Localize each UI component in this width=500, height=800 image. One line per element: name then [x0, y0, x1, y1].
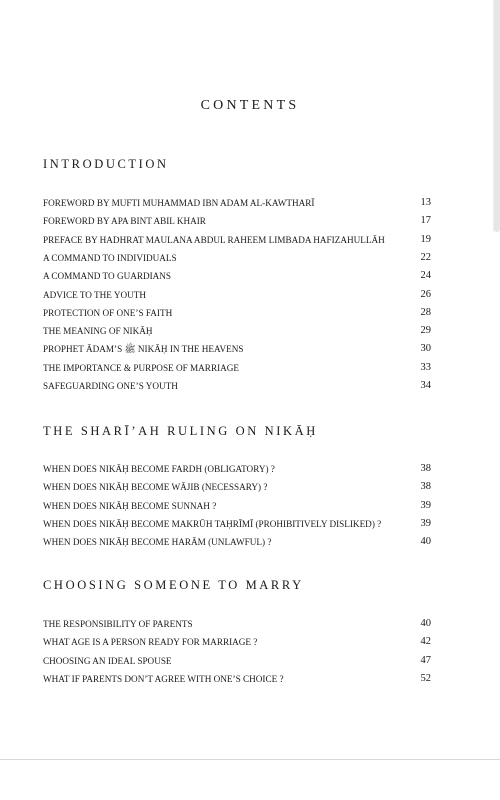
toc-entry[interactable]	[43, 654, 431, 668]
toc-entry-page-number: 38	[420, 481, 431, 493]
toc-entry[interactable]	[43, 361, 431, 375]
toc-entry-page-number: 40	[420, 618, 431, 629]
toc-entry-page-number: 39	[420, 499, 431, 511]
toc-entry-title: THE IMPORTANCE & PURPOSE OF MARRIAGE	[43, 362, 240, 373]
toc-entry[interactable]	[43, 379, 431, 393]
toc-entry[interactable]	[43, 342, 431, 356]
toc-entry-title: A COMMAND TO GUARDIANS	[43, 271, 172, 282]
toc-entry-page-number: 28	[420, 306, 431, 318]
toc-entry[interactable]	[43, 535, 431, 549]
toc-entry-title: WHEN DOES NIKĀḤ BECOME SUNNAH ?	[43, 500, 217, 511]
toc-entry[interactable]	[43, 233, 431, 247]
toc-entry-page-number: 47	[420, 654, 431, 666]
toc-entry-title: ADVICE TO THE YOUTH	[43, 289, 147, 300]
toc-entry-title: WHAT IF PARENTS DON’T AGREE WITH ONE’S CHOICE ?	[43, 673, 284, 684]
toc-entry-title: PREFACE BY HADHRAT MAULANA ABDUL RAHEEM LIMBADA HAFIZAHULLĀH	[43, 234, 385, 245]
toc-entry-page-number: 17	[420, 215, 431, 227]
toc-entry-title: CHOOSING AN IDEAL SPOUSE	[43, 655, 172, 666]
toc-entry-page-number: 39	[420, 517, 431, 529]
toc-entry-title: FOREWORD BY APA BINT ABIL KHAIR	[43, 216, 206, 227]
toc-entry-page-number: 29	[420, 325, 431, 337]
toc-entry-page-number: 38	[420, 463, 431, 474]
toc-entry-title: PROPHET ĀDAM’S ﷺ NIKĀḤ IN THE HEAVENS	[43, 344, 244, 355]
toc-entry-page-number: 26	[420, 288, 431, 300]
toc-entry[interactable]	[43, 462, 431, 476]
toc-entry-title: WHEN DOES NIKĀḤ BECOME HARĀM (UNLAWFUL) ?	[43, 537, 272, 548]
toc-entry-page-number: 33	[420, 361, 431, 373]
toc-entry-title: PROTECTION OF ONE’S FAITH	[43, 307, 173, 318]
toc-entry[interactable]	[43, 480, 431, 494]
toc-entry-page-number: 40	[420, 536, 431, 548]
toc-entry-title: WHEN DOES NIKĀḤ BECOME FARDH (OBLIGATORY) ?	[43, 464, 275, 474]
toc-entry[interactable]	[43, 517, 431, 531]
toc-entry-title: FOREWORD BY MUFTI MUHAMMAD IBN ADAM AL-KAWTHARĪ	[43, 198, 315, 208]
toc-entry[interactable]	[43, 269, 431, 283]
toc-entry-title: THE RESPONSIBILITY OF PARENTS	[43, 619, 193, 629]
toc-entry[interactable]	[43, 635, 431, 649]
toc-entry[interactable]	[43, 672, 431, 686]
toc-entry-page-number: 34	[420, 380, 431, 391]
toc-entry-page-number: 52	[420, 672, 431, 684]
toc-entry[interactable]	[43, 288, 431, 302]
toc-entry[interactable]	[43, 617, 431, 631]
section-heading: CHOOSING SOMEONE TO MARRY	[43, 578, 304, 592]
toc-entry-title: WHEN DOES NIKĀḤ BECOME MAKRŪH TAḤRĪMĪ (PROHIBITIVELY DISLIKED) ?	[43, 518, 382, 529]
section-heading: INTRODUCTION	[43, 157, 169, 171]
toc-entry-page-number: 42	[420, 636, 431, 648]
toc-entry[interactable]	[43, 214, 431, 228]
toc-entry-page-number: 30	[420, 343, 431, 355]
section-heading: THE SHARĪ’AH RULING ON NIKĀḤ	[43, 424, 318, 438]
toc-entry[interactable]	[43, 306, 431, 320]
toc-entry-title: WHAT AGE IS A PERSON READY FOR MARRIAGE ?	[43, 637, 258, 648]
toc-entry[interactable]	[43, 196, 431, 210]
toc-entry-page-number: 22	[420, 251, 431, 263]
toc-entry-page-number: 24	[420, 270, 431, 282]
toc-entry-title: THE MEANING OF NIKĀḤ	[43, 326, 153, 337]
toc-entry-page-number: 19	[420, 233, 431, 245]
toc-entry[interactable]	[43, 499, 431, 513]
page-title: CONTENTS	[200, 98, 300, 113]
toc-entry-title: SAFEGUARDING ONE’S YOUTH	[43, 381, 178, 391]
toc-entry-title: A COMMAND TO INDIVIDUALS	[43, 252, 177, 263]
toc-entry-title: WHEN DOES NIKĀḤ BECOME WĀJIB (NECESSARY) ?	[43, 482, 268, 493]
scrollbar-thumb[interactable]	[494, 0, 500, 232]
next-page-area	[0, 760, 500, 800]
toc-entry[interactable]	[43, 251, 431, 265]
toc-entry[interactable]	[43, 324, 431, 338]
toc-entry-page-number: 13	[420, 197, 431, 208]
